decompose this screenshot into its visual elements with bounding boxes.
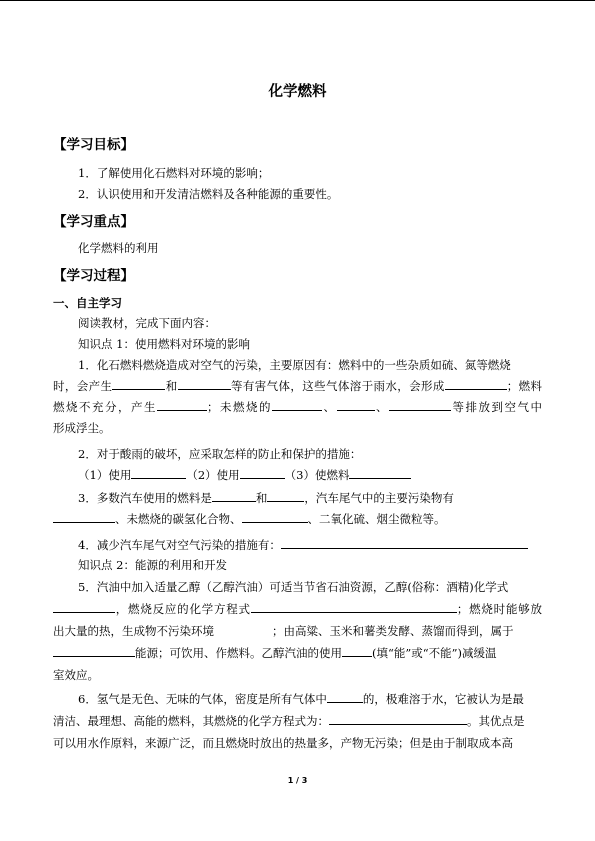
- blank: [272, 400, 322, 411]
- q4-line: 4．减少汽车尾气对空气污染的措施有：: [78, 538, 528, 552]
- blank: [267, 491, 304, 502]
- blank: [281, 538, 528, 549]
- intro-text: 阅读教材，完成下面内容：: [78, 316, 216, 330]
- q3-line-1: 3．多数汽车使用的燃料是 和 ，汽车尾气中的主要污染物有: [78, 491, 454, 505]
- heading-goals: 【学习目标】: [53, 137, 134, 153]
- blank: [157, 400, 207, 411]
- q1-line-4: 形成浮尘。: [53, 421, 111, 435]
- blank: [242, 512, 308, 523]
- q5-line-1: 5．汽油中加入适量乙醇（乙醇汽油）可适当节省石油资源，乙醇(俗称：酒精)化学式: [78, 580, 509, 594]
- blank: [112, 379, 165, 390]
- blank: [329, 714, 467, 725]
- page-title: 化学燃料: [268, 84, 327, 100]
- q1-line-1: 1．化石燃料燃烧造成对空气的污染，主要原因有：燃料中的一些杂质如硫、氮等燃烧: [78, 358, 511, 372]
- blank: [53, 646, 135, 657]
- q6-line-2: 清洁、最理想、高能的燃料，其燃烧的化学方程式为： 。其优点是: [53, 714, 525, 728]
- blank: [337, 400, 375, 411]
- blank: [251, 602, 457, 613]
- q6-line-1: 6．氢气是无色、无味的气体，密度是所有气体中 的，极难溶于水，它被认为是最: [78, 692, 524, 706]
- q2-line-2: （1）使用 （2）使用 （3）使燃料: [78, 468, 411, 482]
- key-point: 化学燃料的利用: [78, 241, 159, 255]
- blank: [53, 512, 115, 523]
- heading-process: 【学习过程】: [53, 268, 134, 284]
- knowledge-point-1: 知识点 1：使用燃料对环境的影响: [78, 337, 250, 351]
- blank: [212, 491, 256, 502]
- q2-line-1: 2．对于酸雨的破坏，应采取怎样的防止和保护的措施：: [78, 447, 362, 461]
- blank: [327, 692, 363, 703]
- q5-line-3: 出大量的热，生成物不污染环境 ；由高粱、玉米和薯类发酵、蒸馏而得到，属于: [53, 624, 514, 638]
- blank: [445, 379, 507, 390]
- blank: [131, 468, 186, 479]
- blank: [178, 379, 231, 390]
- header-rule: [0, 0, 595, 1]
- goal-2: 2．认识使用和开发清洁燃料及各种能源的重要性。: [78, 187, 339, 201]
- q5-line-2: ，燃烧反应的化学方程式 ；燃烧时能够放: [53, 602, 542, 616]
- blank: [53, 602, 115, 613]
- section-self-study: 一、自主学习: [53, 296, 122, 310]
- page-number: 1 / 3: [287, 776, 308, 785]
- q5-line-4: 能源；可饮用、作燃料。乙醇汽油的使用 (填“能”或“不能”)减缓温: [53, 646, 542, 660]
- heading-key: 【学习重点】: [53, 214, 134, 230]
- q1-line-3: 燃烧不充分，产生 ；未燃烧的 、 、 等排放到空气中: [53, 400, 542, 414]
- q5-line-5: 室效应。: [53, 668, 99, 682]
- q3-line-2: 、未燃烧的碳氢化合物、 、二氧化硫、烟尘微粒等。: [53, 512, 446, 526]
- blank: [349, 468, 411, 479]
- blank: [389, 400, 451, 411]
- blank: [342, 646, 372, 657]
- blank: [240, 468, 285, 479]
- goal-1: 1．了解使用化石燃料对环境的影响；: [78, 166, 270, 180]
- q6-line-3: 可以用水作原料，来源广泛，而且燃烧时放出的热量多，产物无污染；但是由于制取成本高: [53, 736, 513, 750]
- q1-line-2: 时，会产生 和 等有害气体，这些气体溶于雨水，会形成 ；燃料: [53, 379, 542, 393]
- knowledge-point-2: 知识点 2：能源的利用和开发: [78, 558, 227, 572]
